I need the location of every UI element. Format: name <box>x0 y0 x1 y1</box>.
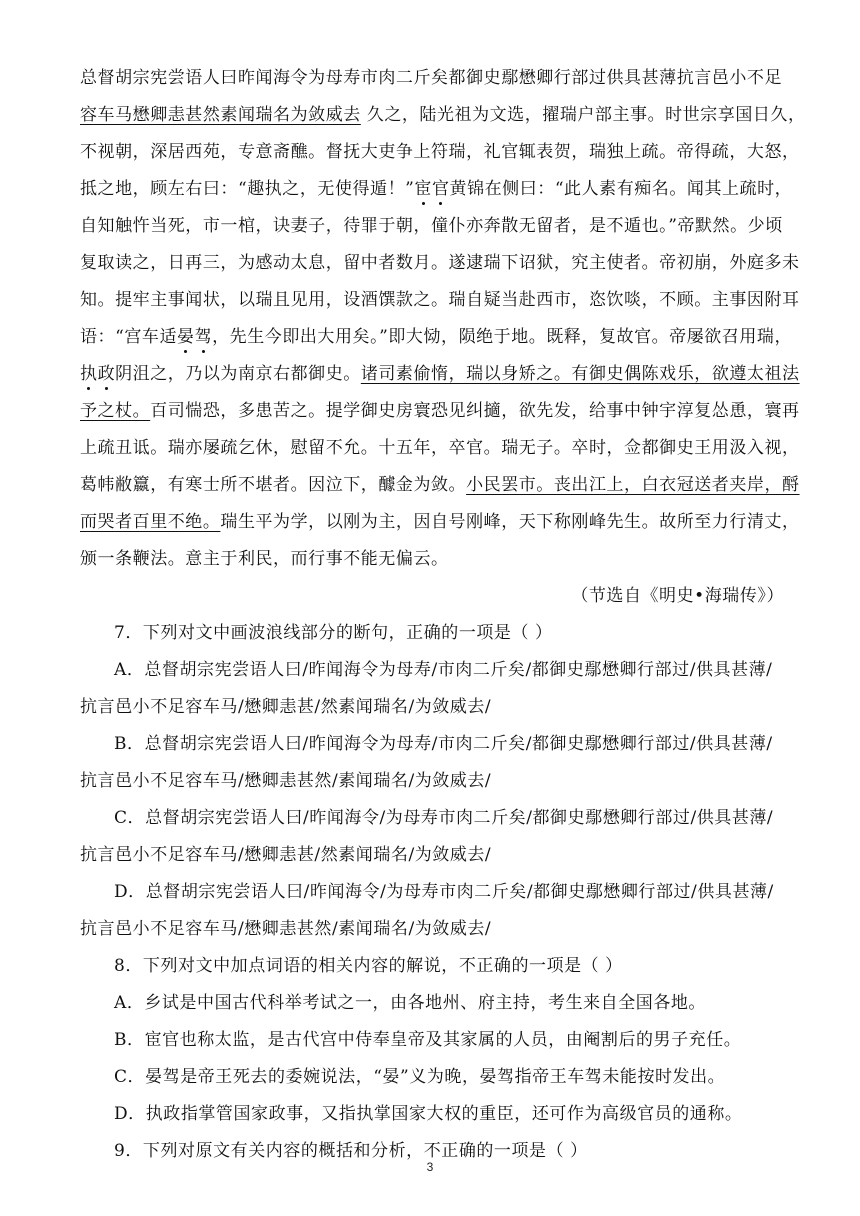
passage-text: 黄锦在侧曰：“此人素有痴名。闻其上疏时， <box>449 179 793 199</box>
passage-text: 葛帏敝籝，有寒士所不堪者。因泣下，醵金为敛。 <box>80 475 467 495</box>
passage-text: 久之，陆光祖为文选，擢瑞户部主事。时世宗享国日久， <box>360 105 806 125</box>
passage-text: 语：“宫车适 <box>80 327 177 347</box>
q7-option-d: D．总督胡宗宪尝语人曰/昨闻海令/为母寿市肉二斤矣/都御史鄢懋卿行部过/供具甚薄/ <box>114 882 774 902</box>
passage-line: 上疏丑诋。瑞亦屡疏乞休，慰留不允。十五年，卒官。瑞无子。卒时，佥都御史王用汲入视， <box>80 438 800 458</box>
passage-line <box>80 364 800 384</box>
underlined-text: 小民罢市。丧出江上，白衣冠送者夹岸，酹 <box>466 475 800 495</box>
passage-text: 阴沮之，乃以为南京右都御史。 <box>115 364 361 384</box>
q7-option-a-cont: 抗言邑小不足容车马/懋卿恚甚/然素闻瑞名/为敛威去/ <box>80 697 492 717</box>
passage-text: 抵之地，顾左右曰：“趣执之，无使得遁！” <box>80 179 415 199</box>
wavy-underlined-text: 容车马懋卿恚甚然素闻瑞名为敛威去 <box>80 105 361 125</box>
underlined-text: 诸司素偷惰，瑞以身矫之。有御史偶陈戏乐，欲遵太祖法 <box>360 364 800 384</box>
q7-option-d-cont: 抗言邑小不足容车马/懋卿恚甚然/素闻瑞名/为敛威去/ <box>80 919 492 939</box>
passage-line: 知。提牢主事闻状，以瑞且见用，设酒馔款之。瑞自疑当赴西市，恣饮啖，不顾。主事因附耳 <box>80 290 800 310</box>
q7-option-c-cont: 抗言邑小不足容车马/懋卿恚甚/然素闻瑞名/为敛威去/ <box>80 845 492 865</box>
page-number: 3 <box>426 1160 434 1174</box>
q8-option-b: B．宦官也称太监，是古代宫中侍奉皇帝及其家属的人员，由阉割后的男子充任。 <box>114 1030 742 1050</box>
passage-line <box>80 512 800 532</box>
dotted-char: 执 <box>80 364 98 384</box>
passage-line <box>80 327 792 347</box>
underlined-text: 而哭者百里不绝。 <box>80 512 221 532</box>
source-citation: （节选自《明史•海瑞传》） <box>571 586 784 606</box>
dotted-char: 官 <box>431 179 450 199</box>
dotted-char: 晏 <box>177 327 195 347</box>
passage-text: 百司惴恐，多患苦之。提学御史房寰恐见纠擿，欲先发，给事中钟宇淳复怂恿，寰再 <box>150 401 800 421</box>
q7-option-c: C．总督胡宗宪尝语人曰/昨闻海令/为母寿市肉二斤矣/都御史鄢懋卿行部过/供具甚薄/ <box>114 808 774 828</box>
passage-line <box>80 105 806 125</box>
passage-line: 颁一条鞭法。意主于利民，而行事不能无偏云。 <box>80 549 449 569</box>
passage-line: 自知触忤当死，市一棺，诀妻子，待罪于朝，僮仆亦奔散无留者，是不遁也。”帝默然。少顷 <box>80 216 783 236</box>
question-9-stem: 9．下列对原文有关内容的概括和分析，不正确的一项是（ ） <box>114 1141 588 1161</box>
dotted-char: 宦 <box>414 179 432 199</box>
q8-option-a: A．乡试是中国古代科举考试之一，由各地州、府主持，考生来自全国各地。 <box>114 993 706 1013</box>
q8-option-d: D．执政指掌管国家政事，又指执掌国家大权的重臣，还可作为高级官员的通称。 <box>114 1104 743 1124</box>
passage-text: 瑞生平为学，以刚为主，因自号刚峰，天下称刚峰先生。故所至力行清丈， <box>220 512 800 532</box>
question-8-stem: 8．下列对文中加点词语的相关内容的解说，不正确的一项是（ ） <box>114 956 623 976</box>
passage-line: 不视朝，深居西苑，专意斋醮。督抚大吏争上符瑞，礼官辄表贺，瑞独上疏。帝得疏，大怒， <box>80 142 800 162</box>
passage-line: 复取读之，日再三，为感动太息，留中者数月。遂逮瑞下诏狱，究主使者。帝初崩，外庭多未 <box>80 253 800 273</box>
passage-text: ，先生今即出大用矣。”即大恸，陨绝于地。既释，复故官。帝屡欲召用瑞， <box>212 327 793 347</box>
q8-option-c: C．晏驾是帝王死去的委婉说法，“晏”义为晚，晏驾指帝王车驾未能按时发出。 <box>114 1067 726 1087</box>
question-7-stem: 7．下列对文中画波浪线部分的断句，正确的一项是（ ） <box>114 623 553 643</box>
dotted-char: 政 <box>97 364 116 384</box>
dotted-char: 驾 <box>194 327 213 347</box>
passage-line <box>80 401 800 421</box>
q7-option-a: A．总督胡宗宪尝语人曰/昨闻海令为母寿/市肉二斤矣/都御史鄢懋卿行部过/供具甚薄/ <box>114 660 773 680</box>
passage-line <box>80 475 800 495</box>
q7-option-b: B．总督胡宗宪尝语人曰/昨闻海令为母寿/市肉二斤矣/都御史鄢懋卿行部过/供具甚薄/ <box>114 734 773 754</box>
underlined-text: 予之杖。 <box>80 401 151 421</box>
passage-line: 总督胡宗宪尝语人曰昨闻海令为母寿市肉二斤矣都御史鄢懋卿行部过供具甚薄抗言邑小不足 <box>80 68 782 88</box>
passage-line <box>80 179 792 199</box>
q7-option-b-cont: 抗言邑小不足容车马/懋卿恚甚然/素闻瑞名/为敛威去/ <box>80 771 492 791</box>
